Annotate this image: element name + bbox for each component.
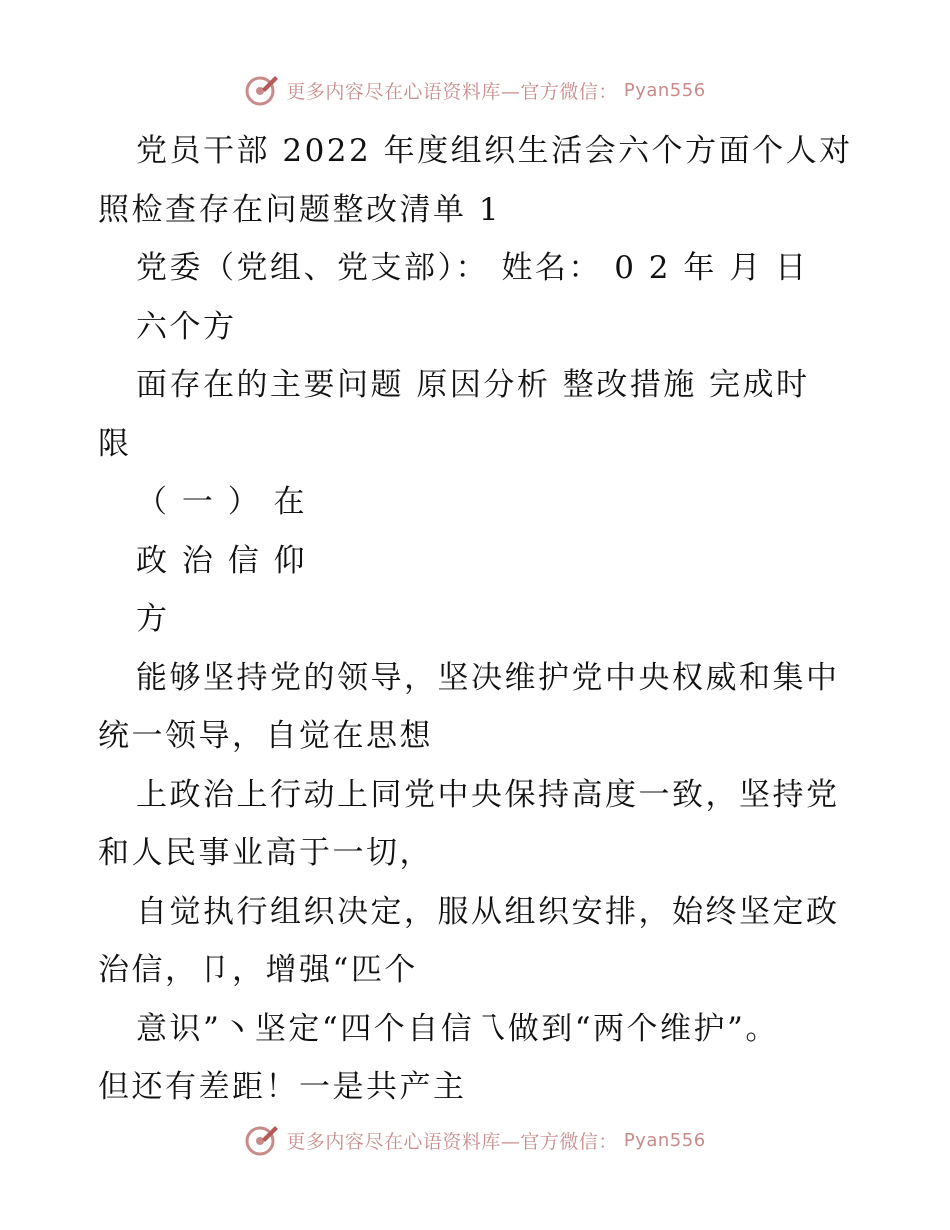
text-line: 但还有差距！一是共产主 xyxy=(98,1069,467,1105)
text-line: 能够坚持党的领导，坚决维护党中央权威和集中 xyxy=(136,659,840,696)
pen-logo-icon xyxy=(244,72,280,108)
text-line: 方 xyxy=(136,601,170,637)
text-line: 上政治上行动上同党中央保持高度一致，坚持党 xyxy=(136,776,840,813)
watermark-text: 更多内容尽在心语资料库—官方微信： xyxy=(286,1130,618,1153)
text-line: 照检查存在问题整改清单 1 xyxy=(98,191,502,228)
text-line: 治信，卩，增强“匹个 xyxy=(98,952,418,988)
text-line: 意识”丶坚定“四个自信乁做到“两个维护”。 xyxy=(136,1010,779,1047)
text-line: 和人民事业高于一切， xyxy=(98,835,433,871)
text-line: （ 一 ） 在 xyxy=(136,484,308,520)
text-line: 党员干部 2022 年度组织生活会六个方面个人对 xyxy=(136,133,853,169)
text-line: 统一领导，自觉在思想 xyxy=(98,718,433,754)
watermark-header xyxy=(0,72,950,108)
watermark-text: 更多内容尽在心语资料库—官方微信： xyxy=(286,80,618,103)
text-line: 面存在的主要问题 原因分析 整改措施 完成时 xyxy=(136,367,810,403)
watermark-footer xyxy=(0,1122,950,1158)
text-line: 限 xyxy=(98,425,132,462)
pen-logo-icon xyxy=(244,1122,280,1158)
text-line: 党委（党组、党支部）： 姓名： 0 2 年 月 日 xyxy=(136,250,809,286)
watermark-wechat-id: Pyan556 xyxy=(623,79,706,101)
text-line: 自觉执行组织决定，服从组织安排，始终坚定政 xyxy=(136,893,840,930)
text-line: 六个方 xyxy=(136,308,237,345)
document-body xyxy=(98,122,858,1117)
text-line: 政 治 信 仰 xyxy=(136,542,308,579)
watermark-wechat-id: Pyan556 xyxy=(623,1129,706,1151)
